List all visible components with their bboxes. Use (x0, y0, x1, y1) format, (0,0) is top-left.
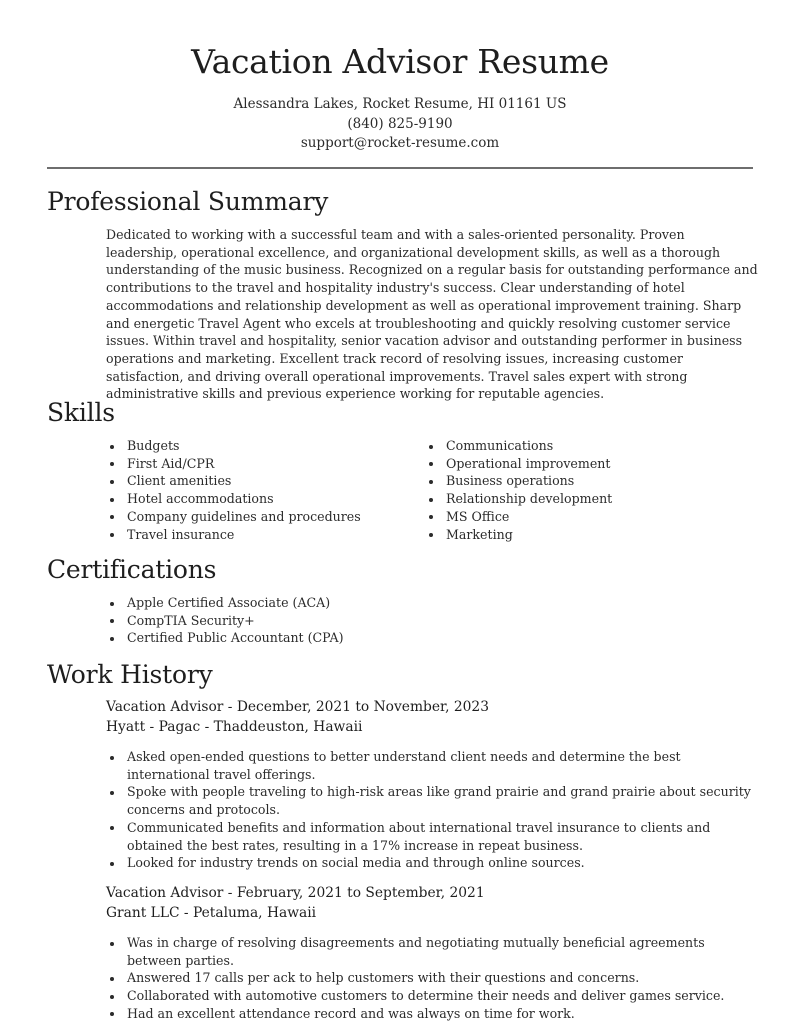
section-heading-certifications: Certifications (47, 555, 217, 584)
job-bullet: Looked for industry trends on social media and through online sources. (106, 854, 758, 872)
job-bullet: Asked open-ended questions to better understand client needs and determine the best international travel offerings. (106, 748, 758, 783)
job-title-dates: Vacation Advisor - December, 2021 to November, 2023 (106, 699, 489, 715)
resume-title: Vacation Advisor Resume (191, 42, 609, 81)
certification-item: Certified Public Accountant (CPA) (106, 629, 606, 647)
skill-item: First Aid/CPR (106, 455, 416, 473)
skill-item: Operational improvement (425, 455, 745, 473)
skill-item: Business operations (425, 472, 745, 490)
skill-item: Travel insurance (106, 526, 416, 544)
job-entry (106, 884, 758, 1023)
contact-email: support@rocket-resume.com (300, 135, 500, 151)
skill-item: Budgets (106, 437, 416, 455)
job-company-location: Grant LLC - Petaluma, Hawaii (106, 904, 317, 921)
header-divider (47, 167, 753, 169)
summary-text: Dedicated to working with a successful team and with a sales-oriented personality. Proven leadership, operational excellence, and organizational development skills, as well as a thorough understanding of the music business. Recognized on a regular basis for outstanding performance and contributions to the travel and hospitality industry's success. Clear understanding of hotel accommodations and relationship development as well as operational improvement training. Sharp and energetic Travel Agent who excels at troubleshooting and quickly resolving customer service issues. Within travel and hospitality, senior vacation advisor and outstanding performer in business operations and marketing. Excellent track record of resolving issues, increasing customer satisfaction, and driving overall operational improvements. Travel sales expert with strong administrative skills and previous experience working for reputable agencies. (106, 227, 758, 402)
section-heading-skills: Skills (47, 398, 115, 427)
resume-header (0, 40, 800, 154)
job-bullet: Communicated benefits and information about international travel insurance to clients and obtained the best rates, resulting in a 17% increase in repeat business. (106, 819, 758, 854)
skill-item: Company guidelines and procedures (106, 508, 416, 526)
job-bullet: Was in charge of resolving disagreements and negotiating mutually beneficial agreements between parties. (106, 934, 758, 969)
job-bullet: Spoke with people traveling to high-risk areas like grand prairie and grand prairie about security concerns and protocols. (106, 783, 758, 818)
certifications-list (106, 594, 606, 647)
skill-item: Client amenities (106, 472, 416, 490)
contact-info (0, 95, 800, 154)
job-bullet: Collaborated with automotive customers to determine their needs and deliver games service. (106, 987, 758, 1005)
section-heading-work-history: Work History (47, 660, 213, 689)
skills-list-left (106, 437, 416, 543)
job-bullet: Had an excellent attendance record and was always on time for work. (106, 1005, 758, 1023)
contact-phone: (840) 825-9190 (347, 115, 453, 132)
skill-item: Marketing (425, 526, 745, 544)
job-title-dates: Vacation Advisor - February, 2021 to September, 2021 (106, 885, 485, 901)
skill-item: Relationship development (425, 490, 745, 508)
skills-list-right (425, 437, 745, 543)
certification-item: CompTIA Security+ (106, 612, 606, 630)
skill-item: Hotel accommodations (106, 490, 416, 508)
job-bullets (106, 748, 758, 872)
section-heading-summary: Professional Summary (47, 187, 329, 216)
contact-address: Alessandra Lakes, Rocket Resume, HI 01161 US (233, 96, 567, 112)
skill-item: Communications (425, 437, 745, 455)
job-entry (106, 698, 758, 872)
job-bullet: Answered 17 calls per ack to help customers with their questions and concerns. (106, 969, 758, 987)
job-bullets (106, 934, 758, 1023)
skill-item: MS Office (425, 508, 745, 526)
job-company-location: Hyatt - Pagac - Thaddeuston, Hawaii (106, 718, 363, 735)
certification-item: Apple Certified Associate (ACA) (106, 594, 606, 612)
